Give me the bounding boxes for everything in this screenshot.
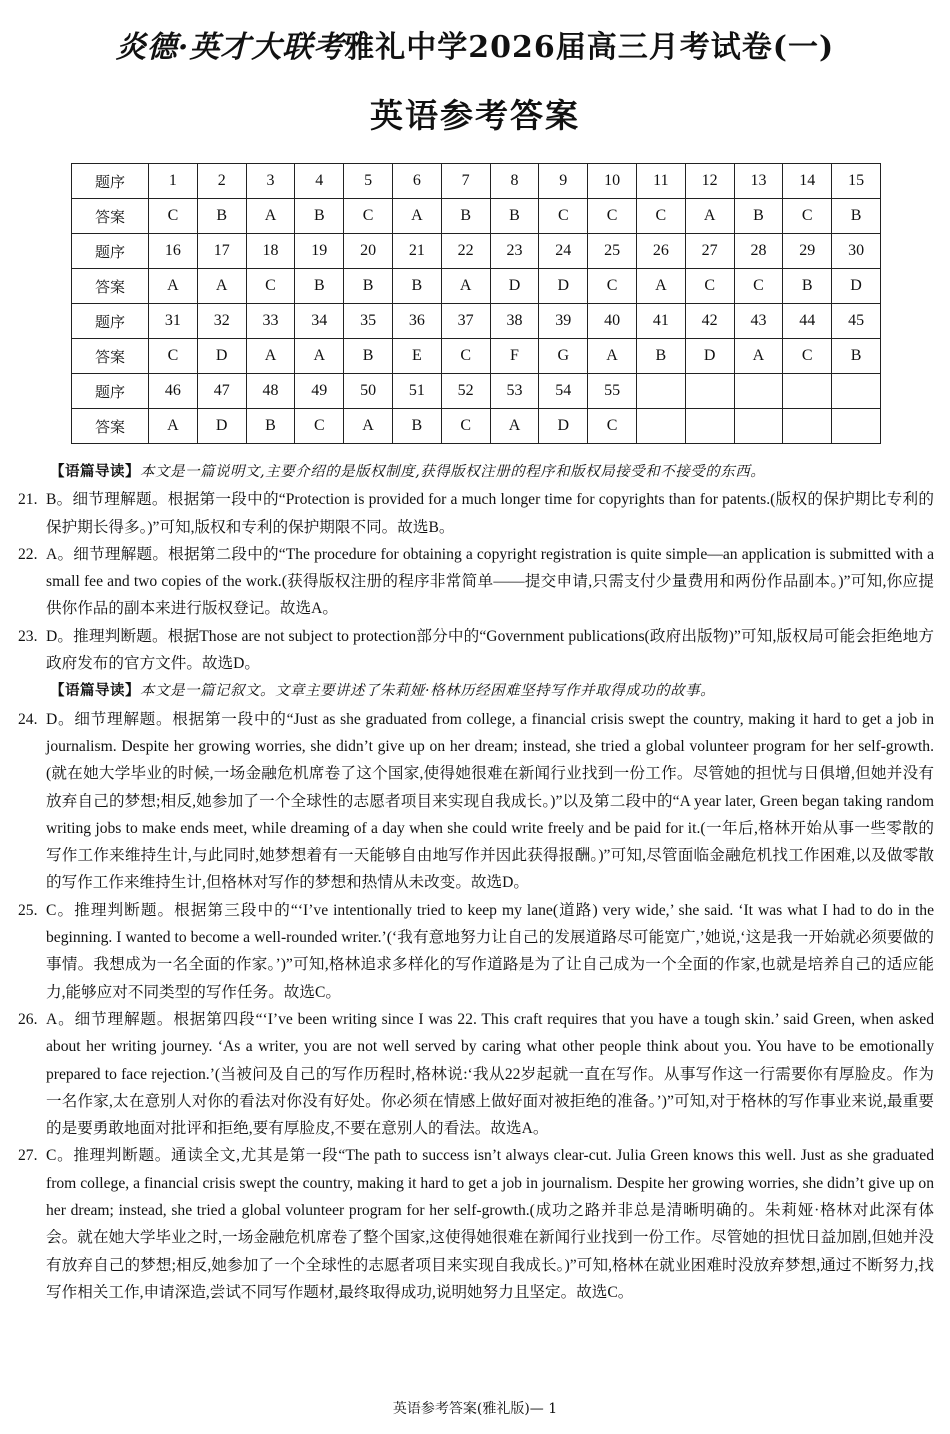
answer-table [71,163,881,444]
explanation-item [18,623,934,678]
answer-cell: B [295,199,344,234]
answer-cell [783,409,832,444]
answer-cell: G [539,339,588,374]
row-label-answer: 答案 [72,409,149,444]
question-number-cell: 23 [490,234,539,269]
answer-cell: A [149,269,198,304]
guide-tag: 【语篇导读】 [50,463,140,480]
question-number-cell: 49 [295,374,344,409]
question-number-row [72,164,881,199]
question-number-cell: 1 [149,164,198,199]
answer-cell: C [588,269,637,304]
row-label-answer: 答案 [72,339,149,374]
answer-cell: C [246,269,295,304]
question-number-cell: 36 [392,304,441,339]
question-number-row [72,234,881,269]
question-number-cell: 14 [783,164,832,199]
question-number-cell: 38 [490,304,539,339]
question-number-cell: 24 [539,234,588,269]
row-label-number: 题序 [72,304,149,339]
question-number-cell: 40 [588,304,637,339]
answer-cell: A [685,199,734,234]
answer-cell: B [392,409,441,444]
answer-cell [832,409,881,444]
answer-cell: C [149,199,198,234]
question-number-cell: 44 [783,304,832,339]
question-number-cell: 39 [539,304,588,339]
answer-cell: B [197,199,246,234]
answer-cell: B [344,339,393,374]
answer-cell: A [246,339,295,374]
explanation-item [18,486,934,541]
question-number: 26. [18,1010,38,1028]
question-number-cell: 26 [636,234,685,269]
answer-cell: B [734,199,783,234]
question-number-cell: 52 [441,374,490,409]
answer-cell: C [588,199,637,234]
explanation-item [18,541,934,623]
answer-cell: A [392,199,441,234]
question-number-cell: 53 [490,374,539,409]
answer-cell: B [490,199,539,234]
question-number-cell [832,374,881,409]
answer-cell: D [490,269,539,304]
answer-cell: B [344,269,393,304]
question-number-cell: 54 [539,374,588,409]
answer-cell: D [539,409,588,444]
question-number-cell: 22 [441,234,490,269]
question-number-cell: 3 [246,164,295,199]
question-number-cell: 11 [636,164,685,199]
answer-cell: C [295,409,344,444]
answer-cell [734,409,783,444]
explanation-text: A。细节理解题。根据第四段“‘I’ve been writing since I was 22. This craft requires that you have a tough skin.’ said Green, when asked about her writing journey. ‘As a writer, you are not well served by caring what other people think about you. You have to be emotionally prepared to face rejection.’(当被问及自己的写作历程时,格林说:‘我从22岁起就一直在写作。从事写作这一行需要你有厚脸皮。作为一名作家,太在意别人对你的看法对你没有好处。你必须在情感上做好面对被拒绝的准备。’)”可知,对于格林的写作事业来说,最重要的是要勇敢地面对批评和拒绝,要有厚脸皮,不要在意别人的看法。故选A。 [46,1010,934,1138]
explanation-item [18,897,934,1006]
answer-cell: C [783,199,832,234]
explanation-item [18,1006,934,1142]
answer-cell: A [490,409,539,444]
row-label-number: 题序 [72,234,149,269]
question-number: 24. [18,710,38,728]
exam-title [0,22,950,66]
explanation-text: B。细节理解题。根据第一段中的“Protection is provided for a much longer time for copyrights than for patents.(版权的保护期比专利的保护期长得多。)”可知,版权和专利的保护期限不同。故选B。 [46,491,934,536]
question-number-cell: 35 [344,304,393,339]
question-number-cell: 46 [149,374,198,409]
question-number-cell: 18 [246,234,295,269]
question-number-cell [685,374,734,409]
page-footer: 英语参考答案(雅礼版)— 1 [392,1401,558,1417]
answer-cell: C [539,199,588,234]
answer-cell: A [149,409,198,444]
answer-cell: A [636,269,685,304]
answer-row [72,409,881,444]
question-number: 25. [18,901,38,919]
question-number-cell: 4 [295,164,344,199]
answer-cell: D [832,269,881,304]
question-number-cell: 2 [197,164,246,199]
brand-name: 炎德·英才大联考 [115,30,345,65]
explanation-text: C。推理判断题。根据第三段中的“‘I’ve intentionally tried to keep my lane(道路) very wide,’ she said. ‘It was what I had to do in the beginning. I wanted to become a well-rounded writer.’(‘我有意地努力让自己的发展道路尽可能宽广,’她说,‘这是我一开始就必须要做的事情。我想成为一名全面的作家。’)”可知,格林追求多样化的写作道路是为了让自己成为一个全面的作家,也就是培养自己的适应能力,能够应对不同类型的写作任务。故选C。 [46,901,934,1001]
answer-cell: C [636,199,685,234]
answer-cell: A [344,409,393,444]
question-number-cell: 25 [588,234,637,269]
question-number: 23. [18,627,38,645]
question-number-cell: 19 [295,234,344,269]
answer-row [72,269,881,304]
explanation-item [18,706,934,897]
answer-row [72,199,881,234]
question-number-cell: 51 [392,374,441,409]
row-label-answer: 答案 [72,269,149,304]
guide-tag: 【语篇导读】 [50,682,140,700]
guide-text: 本文是一篇说明文,主要介绍的是版权制度,获得版权注册的程序和版权局接受和不接受的东西。 [140,464,766,480]
question-number: 22. [18,545,38,563]
answer-cell: B [832,199,881,234]
question-number-cell: 9 [539,164,588,199]
explanation-item [18,1142,934,1306]
answer-cell: A [588,339,637,374]
answer-cell: B [246,409,295,444]
page-subtitle: 英语参考答案 [370,96,580,135]
question-number-cell: 27 [685,234,734,269]
answer-cell: D [197,409,246,444]
answer-cell: B [392,269,441,304]
question-number-cell: 5 [344,164,393,199]
guide-text: 本文是一篇记叙文。文章主要讲述了朱莉娅·格林历经困难坚持写作并取得成功的故事。 [140,683,716,700]
question-number-cell: 21 [392,234,441,269]
answer-cell: C [344,199,393,234]
answer-row [72,339,881,374]
answer-cell: A [197,269,246,304]
question-number-cell: 29 [783,234,832,269]
answer-cell: C [441,339,490,374]
question-number-row [72,374,881,409]
answer-cell: B [636,339,685,374]
question-number-cell: 32 [197,304,246,339]
answer-cell: B [832,339,881,374]
question-number-cell [734,374,783,409]
question-number-cell: 45 [832,304,881,339]
question-number-cell: 50 [344,374,393,409]
answer-cell: B [783,269,832,304]
answer-cell: D [197,339,246,374]
question-number-cell: 28 [734,234,783,269]
answer-cell: E [392,339,441,374]
answer-cell: C [783,339,832,374]
question-number-cell: 6 [392,164,441,199]
question-number-cell: 31 [149,304,198,339]
passage-guide [18,677,934,705]
answer-cell [685,409,734,444]
question-number-cell: 8 [490,164,539,199]
answer-cell: C [441,409,490,444]
question-number: 21. [18,491,38,509]
exam-name: 雅礼中学2026届高三月考试卷(一) [344,30,835,65]
question-number-cell: 13 [734,164,783,199]
explanation-text: A。细节理解题。根据第二段中的“The procedure for obtaining a copyright registration is quite simple—an application is submitted with a small fee and two copies of the work.(获得版权注册的程序非常简单——提交申请,只需支付少量费用和两份作品副本。)”可知,你应提供你作品的副本来进行版权登记。故选A。 [46,545,934,618]
answer-cell: F [490,339,539,374]
answer-cell: B [295,269,344,304]
explanation-text: C。推理判断题。通读全文,尤其是第一段“The path to success isn’t always clear-cut. Julia Green knows this well. Just as she graduated from college, a financial crisis swept the country, making it hard to get a job in journalism. Despite her growing worries, she didn’t give up on her dream; instead, she tried a global volunteer program for her self-growth.(成功之路并非总是清晰明确的。朱莉娅·格林对此深有体会。就在她大学毕业之时,一场金融危机席卷了整个国家,这使得她很难在新闻行业找到一份工作。尽管她的担忧日益加剧,但她并没有放弃自己的梦想;相反,她参加了一个全球性的志愿者项目来实现自我成长。)”可知,格林在就业困难时没放弃梦想,通过不断努力,找写作相关工作,申请深造,尝试不同写作题材,最终取得成功,说明她努力且坚定。故选C。 [46,1147,934,1301]
question-number-cell: 48 [246,374,295,409]
row-label-answer: 答案 [72,199,149,234]
answer-cell: C [588,409,637,444]
answer-cell: C [734,269,783,304]
answer-cell: A [246,199,295,234]
answer-cell: A [295,339,344,374]
question-number-cell: 47 [197,374,246,409]
question-number-cell: 7 [441,164,490,199]
question-number-cell: 33 [246,304,295,339]
question-number-cell: 55 [588,374,637,409]
question-number-cell: 20 [344,234,393,269]
question-number-cell [636,374,685,409]
question-number: 27. [18,1147,38,1165]
question-number-cell: 43 [734,304,783,339]
answer-cell [636,409,685,444]
explanations [18,458,934,1306]
passage-guide [18,458,934,486]
question-number-cell: 12 [685,164,734,199]
question-number-cell: 30 [832,234,881,269]
answer-cell: D [539,269,588,304]
question-number-row [72,304,881,339]
explanation-text: D。推理判断题。根据Those are not subject to protection部分中的“Government publications(政府出版物)”可知,版权局可能会拒绝地方政府发布的官方文件。故选D。 [46,627,934,673]
question-number-cell: 16 [149,234,198,269]
explanation-text: D。细节理解题。根据第一段中的“Just as she graduated from college, a financial crisis swept the country, making it hard to get a job in journalism. Despite her growing worries, she didn’t give up on her dream; instead, she tried a global volunteer program for her self-growth.(就在她大学毕业的时候,一场金融危机席卷了这个国家,使得她很难在新闻行业找到一份工作。尽管她的担忧与日俱增,但她并没有放弃自己的梦想;相反,她参加了一个全球性的志愿者项目来实现自我成长。)”以及第二段中的“A year later, Green began taking random writing jobs to make ends meet, while dreaming of a day when she could write freely and be paid for it.(一年后,格林开始从事一些零散的写作工作来维持生计,与此同时,她梦想着有一天能够自由地写作并因此获得报酬。)”可知,尽管面临金融危机找工作困难,以及做零散的写作工作来维持生计,但格林对写作的梦想和热情从未改变。故选D。 [46,710,934,892]
answer-cell: A [441,269,490,304]
question-number-cell: 41 [636,304,685,339]
question-number-cell [783,374,832,409]
answer-cell: D [685,339,734,374]
question-number-cell: 37 [441,304,490,339]
question-number-cell: 42 [685,304,734,339]
answer-cell: B [441,199,490,234]
question-number-cell: 34 [295,304,344,339]
answer-cell: A [734,339,783,374]
answer-cell: C [685,269,734,304]
question-number-cell: 15 [832,164,881,199]
answer-cell: C [149,339,198,374]
row-label-number: 题序 [72,164,149,199]
row-label-number: 题序 [72,374,149,409]
question-number-cell: 10 [588,164,637,199]
question-number-cell: 17 [197,234,246,269]
